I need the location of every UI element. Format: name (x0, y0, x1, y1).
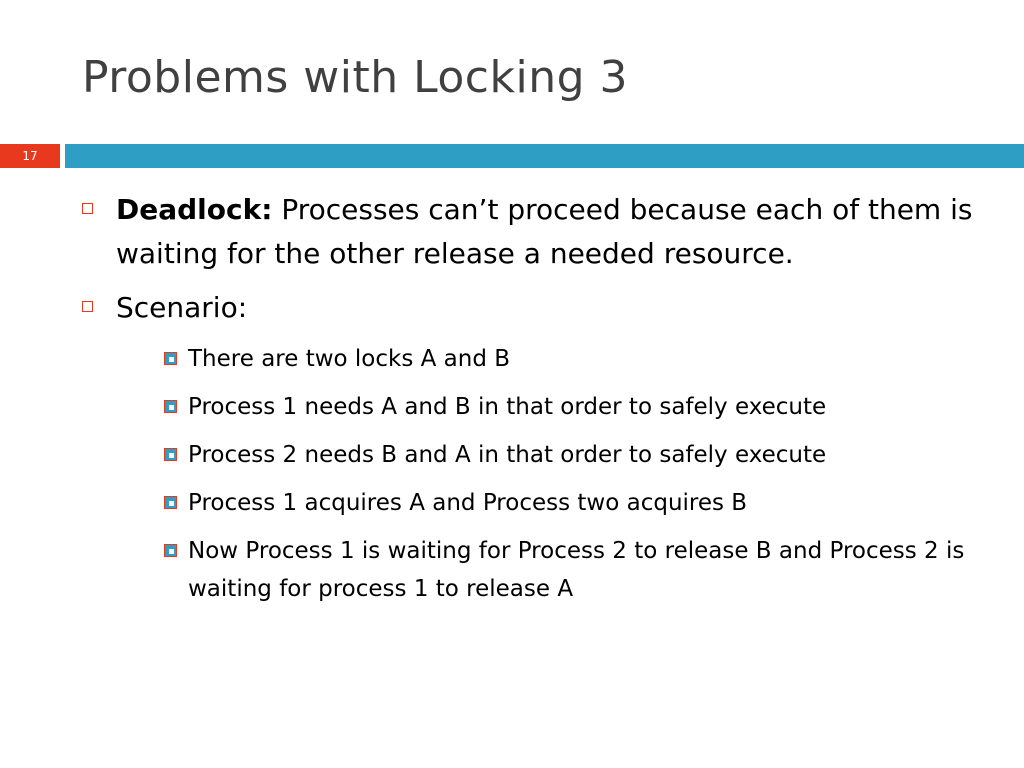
sub-bullet-text: There are two locks A and B (188, 346, 511, 372)
hollow-square-bullet-icon (82, 301, 93, 312)
filled-square-bullet-icon (164, 352, 177, 365)
filled-square-bullet-icon (164, 496, 177, 509)
bullet-list (80, 188, 980, 618)
deadlock-term: Deadlock: (116, 193, 273, 226)
sub-bullet-text: Process 1 acquires A and Process two acquires B (188, 490, 748, 516)
filled-square-bullet-icon (164, 448, 177, 461)
sub-bullet (164, 436, 980, 474)
sub-bullet (164, 484, 980, 522)
deadlock-definition: Processes can’t proceed because each of them is waiting for the other release a needed resource. (116, 193, 973, 270)
sub-bullet-text: Process 1 needs A and B in that order to safely execute (188, 394, 827, 420)
sub-bullet-text: Process 2 needs B and A in that order to safely execute (188, 442, 827, 468)
sub-bullet (164, 388, 980, 426)
filled-square-bullet-icon (164, 544, 177, 557)
scenario-sub-list (164, 340, 980, 608)
slide-number: 17 (0, 144, 60, 168)
bullet-deadlock (80, 188, 980, 276)
sub-bullet-text: Now Process 1 is waiting for Process 2 to release B and Process 2 is waiting for process 1 to release A (188, 538, 965, 602)
scenario-label: Scenario: (116, 291, 248, 324)
title-divider-bar (65, 144, 1024, 168)
filled-square-bullet-icon (164, 400, 177, 413)
slide-title: Problems with Locking 3 (82, 52, 628, 103)
sub-bullet (164, 340, 980, 378)
bullet-scenario (80, 286, 980, 608)
sub-bullet (164, 532, 980, 608)
hollow-square-bullet-icon (82, 203, 93, 214)
